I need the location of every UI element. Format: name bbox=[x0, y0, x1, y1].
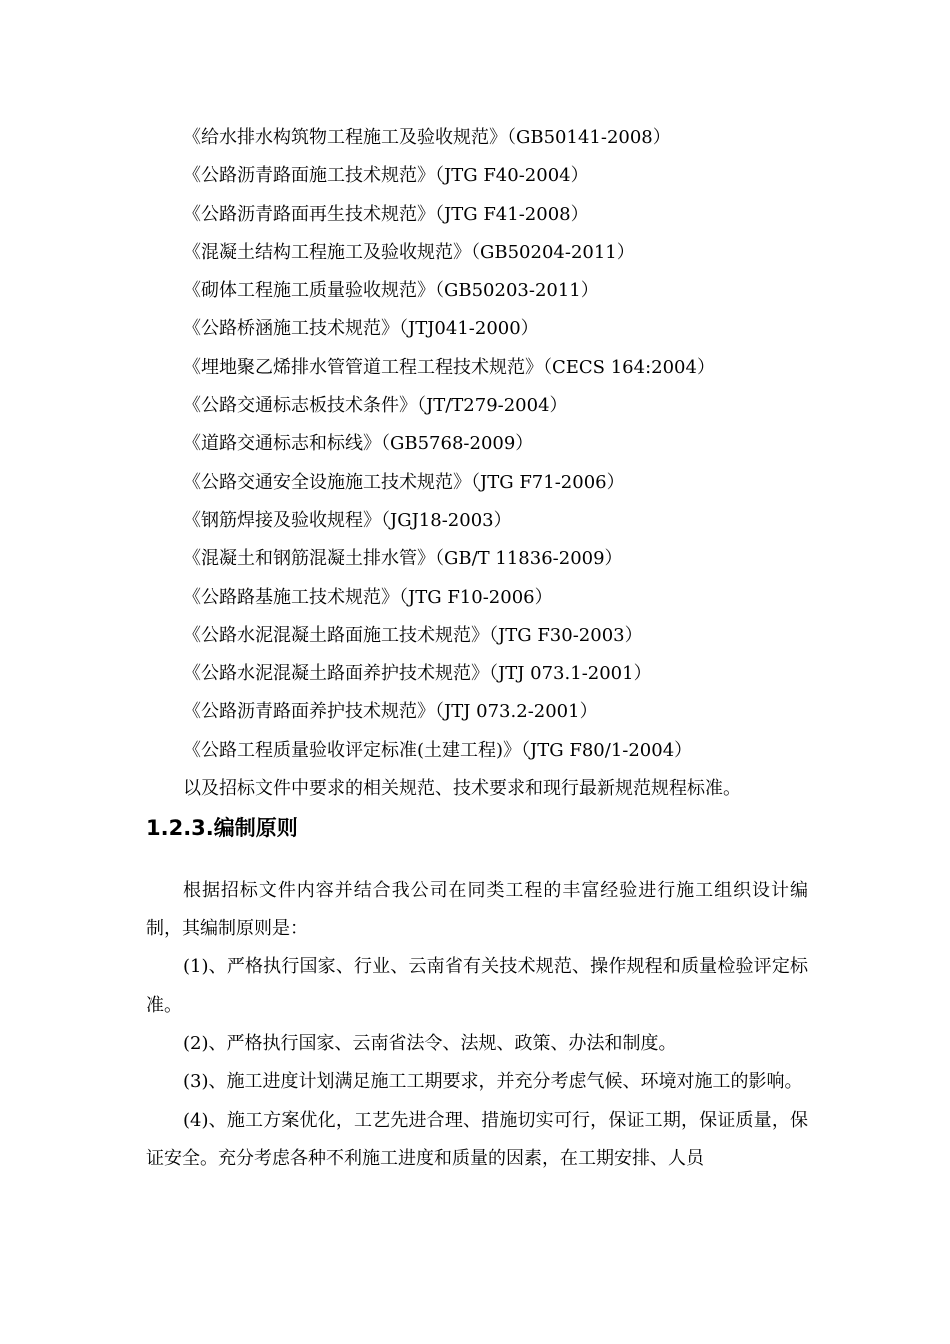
reference-list bbox=[146, 119, 808, 770]
reference-item: 《公路沥青路面施工技术规范》（JTG F40-2004） bbox=[183, 165, 589, 187]
reference-item: 《公路沥青路面养护技术规范》（JTJ 073.2-2001） bbox=[183, 701, 598, 723]
principle-3: (3)、施工进度计划满足施工工期要求，并充分考虑气候、环境对施工的影响。 bbox=[183, 1071, 803, 1093]
reference-item: 《砌体工程施工质量验收规范》（GB50203-2011） bbox=[183, 280, 599, 302]
reference-item: 《公路路基施工技术规范》（JTG F10-2006） bbox=[183, 586, 553, 608]
principle-4: (4)、施工方案优化，工艺先进合理、措施切实可行，保证工期，保证质量，保证安全。充分考虑各种不利施工进度和质量的因素，在工期安排、人员 bbox=[146, 1109, 808, 1169]
reference-item: 《公路工程质量验收评定标准(土建工程)》（JTG F80/1-2004） bbox=[183, 739, 693, 761]
section-intro: 根据招标文件内容并结合我公司在同类工程的丰富经验进行施工组织设计编制，其编制原则是： bbox=[146, 879, 808, 940]
reference-item: 《公路水泥混凝土路面施工技术规范》（JTG F30-2003） bbox=[183, 624, 643, 646]
page-content bbox=[146, 119, 808, 1178]
reference-item: 《埋地聚乙烯排水管管道工程工程技术规范》（CECS 164:2004） bbox=[183, 356, 715, 378]
reference-item: 《道路交通标志和标线》（GB5768-2009） bbox=[183, 433, 534, 455]
reference-item: 《公路交通安全设施施工技术规范》（JTG F71-2006） bbox=[183, 471, 625, 493]
principle-2: (2)、严格执行国家、云南省法令、法规、政策、办法和制度。 bbox=[183, 1032, 677, 1054]
reference-item: 《混凝土结构工程施工及验收规范》（GB50204-2011） bbox=[183, 241, 635, 263]
closing-line: 以及招标文件中要求的相关规范、技术要求和现行最新规范规程标准。 bbox=[183, 778, 741, 800]
reference-item: 《公路交通标志板技术条件》（JT/T279-2004） bbox=[183, 395, 568, 417]
reference-item: 《公路沥青路面再生技术规范》（JTG F41-2008） bbox=[183, 203, 589, 225]
reference-item: 《公路桥涵施工技术规范》（JTJ041-2000） bbox=[183, 318, 539, 340]
reference-item: 《混凝土和钢筋混凝土排水管》（GB/T 11836-2009） bbox=[183, 548, 623, 570]
principle-1: (1)、严格执行国家、行业、云南省有关技术规范、操作规程和质量检验评定标准。 bbox=[146, 956, 808, 1016]
reference-item: 《钢筋焊接及验收规程》（JGJ18-2003） bbox=[183, 509, 512, 531]
section-title: 1.2.3.编制原则 bbox=[146, 816, 298, 841]
reference-item: 《公路水泥混凝土路面养护技术规范》（JTJ 073.1-2001） bbox=[183, 663, 652, 685]
reference-item: 《给水排水构筑物工程施工及验收规范》（GB50141-2008） bbox=[183, 127, 671, 148]
